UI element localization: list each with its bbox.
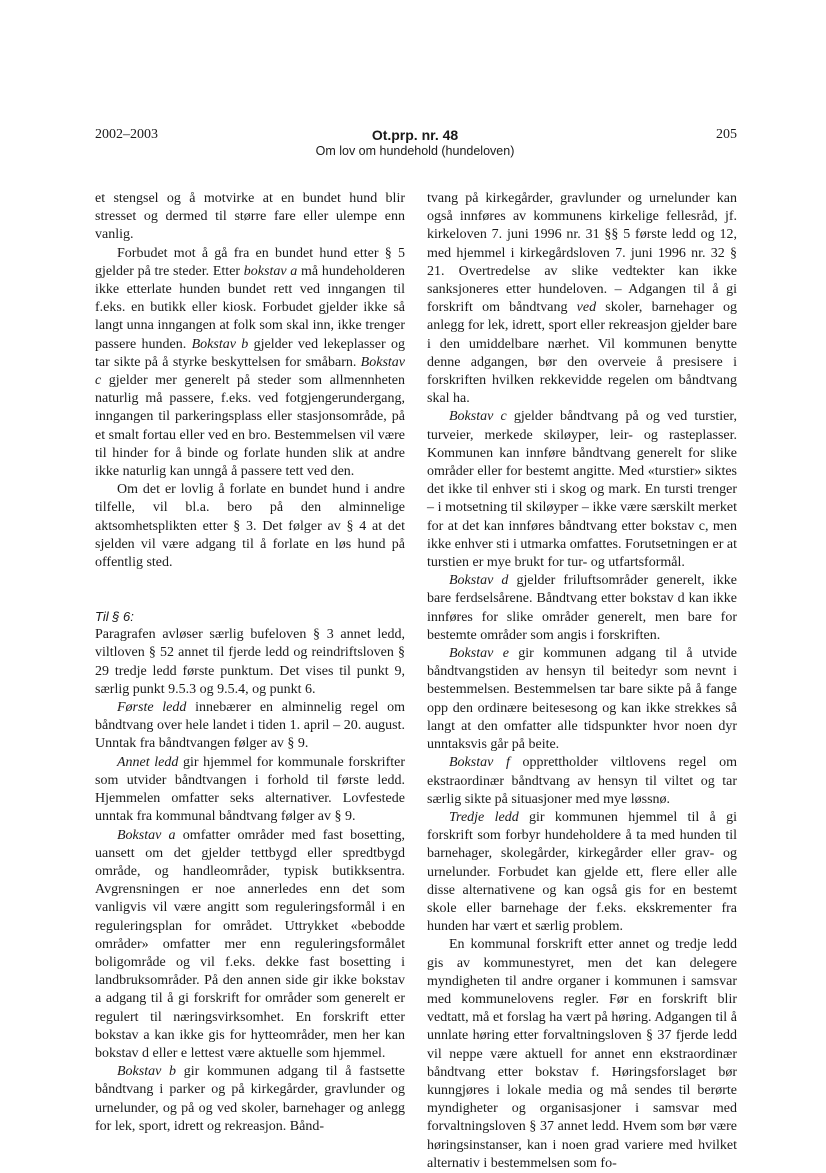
emphasis: Annet ledd [117,754,179,770]
header-year: 2002–2003 [95,127,158,142]
paragraph: Tredje ledd gir kommunen hjemmel til å gi forskrift som forbyr hundeholdere å ta med hunden til barnehager, skolegårder, kirkegårder eller grav- og urnelunder. Forbudet kan gjelde ett, flere eller alle disse alternativene og kan også gis for en bestemt skole eller barnehage der f.eks. ekskrementer fra hunden har vært et særlig problem. [427,809,737,935]
paragraph: Bokstav c gjelder båndtvang på og ved turstier, turveier, merkede skiløyper, leir- og rasteplasser. Kommunen kan innføre båndtvang generelt for slike områder eller for bestemt angitte. Med «turstier» siktes det ikke til enhver sti i skog og mark. En tursti trenger – i motsetning til skiløyper – ikke være særskilt merket for at det kan innføres båndtvang etter bokstav c, men ikke enhver sti i utmarka omfattes. Forutsetningen er at turstien er mye brukt for tur- og utfartsformål. [427,409,737,571]
paragraph: tvang på kirkegårder, gravlunder og urnelunder kan også innføres av kommunens kirkelige fellesråd, jf. kirkeloven 7. juni 1996 nr. 31 §§ 5 første ledd og 12, med hjemmel i kirkegårdsloven 7. juni 1996 nr. 32 § 21. Overtredelse av slike vedtekter kan ikke sanksjoneres etter hundeloven. – Adgangen til å gi forskrift om båndtvang ved skoler, barnehager og anlegg for lek, idrett, sport eller rekreasjon gjelder bare i den umiddelbare nærhet. Vil kommunen benytte denne adgangen, bør den overveie å presisere i forskriften hvilken rekkevidde regelen om båndtvang skal ha. [427,191,737,407]
emphasis: Bokstav b [117,1064,177,1080]
paragraph: Om det er lovlig å forlate en bundet hund i andre tilfelle, vil bl.a. bero på den alminnelige aktsomhetsplikten etter § 3. Det følger av § 4 at det sjelden vil være adgang til å forlate en løs hund på offentlig sted. [95,482,405,571]
emphasis: Bokstav a [117,827,176,843]
section-heading: Til § 6: [95,609,134,625]
paragraph: Bokstav e gir kommunen adgang til å utvide båndtvangstiden av hensyn til beitedyr som nevnt i bestemmelsen. Bestemmelsen tar bare sikte på å fange opp den ordinære beitesesong og kan ikke strekkes så langt at den omfatter alle tidspunkter hvor noen dyr unntaksvis går på beite. [427,646,737,753]
paragraph: Annet ledd gir hjemmel for kommunale forskrifter som utvider båndtvangen i forhold til første ledd. Hjemmelen omfatter seks alternativer. Lovfestede unntak fra kommunal båndtvang følger av § 9. [95,754,405,825]
paragraph: Bokstav b gir kommunen adgang til å fastsette båndtvang i parker og på kirkegårder, gravlunder og urnelunder, og på og ved skoler, barnehager og anlegg for lek, sport, idrett og rekreasjon. Bånd- [95,1064,405,1134]
paragraph: Bokstav f opprettholder viltlovens regel om ekstraordinær båndtvang av hensyn til viltet og tar særlig sikte på situasjoner med mye løssnø. [427,755,737,807]
emphasis: Bokstav d [449,573,509,589]
right-column [427,190,737,1173]
paragraph: Forbudet mot å gå fra en bundet hund etter § 5 gjelder på tre steder. Etter bokstav a må hundeholderen ikke etterlate hunden bundet rett ved inngangen til f.eks. en butikk eller kiosk. Forbudet gjelder ikke så langt unna inngangen at folk som skal inn, ikke trenger passere hunden. Bokstav b gjelder ved lekeplasser og tar sikte på å styrke beskyttelsen for småbarn. Bokstav c gjelder mer generelt på steder som allmennheten naturlig må passere, f.eks. ved fotgjengerundergang, inngangen til parkeringsplass eller stasjonsområde, på et smalt fortau eller ved en bro. Bestemmelsen vil være til hinder for å binde og forlate hunden slik at andre ikke naturlig kan unngå å passere tett ved den. [95,245,406,480]
emphasis: ved [576,300,597,316]
document-subtitle: Om lov om hundehold (hundeloven) [315,144,515,158]
paragraph: Første ledd innebærer en alminnelig regel om båndtvang over hele landet i tiden 1. april – 20. august. Unntak fra båndtvangen følger av § 9. [95,700,405,752]
paragraph: Paragrafen avløser særlig bufeloven § 3 annet ledd, viltloven § 52 annet til fjerde ledd og reindriftsloven § 29 tredje ledd første punktum. Det vises til punkt 9, særlig punkt 9.5.3 og 9.5.4, og punkt 6. [95,627,405,697]
paragraph: En kommunal forskrift etter annet og tredje ledd gis av kommunestyret, men det kan delegere myndigheten til andre organer i kommunen i samsvar med kommunelovens regler. Før en forskrift blir vedtatt, må et forslag ha vært på høring. Adgangen til å unnlate høring etter forvaltningsloven § 37 fjerde ledd vil neppe være aktuell for annet enn ekstraordinær båndtvang etter bokstav f. Høringsforslaget bør kunngjøres i lokale media og må sendes til berørte myndigheter og organisasjoner i samsvar med forvaltningsloven § 37 annet ledd. Hvem som bør være høringsinstanser, kan i noen grad variere med hvilket alternativ i bestemmelsen som fo- [427,937,737,1171]
emphasis: Tredje ledd [449,809,519,825]
emphasis: Første ledd [117,700,187,716]
paragraph: Bokstav d gjelder friluftsområder generelt, ikke bare ferdselsårene. Båndtvang etter bokstav d kan ikke innføres for slike områder generelt, men bare for bestemte områder som angis i forskriften. [427,573,737,643]
paragraph: et stengsel og å motvirke at en bundet hund blir stresset og dermed til større fare eller ulempe enn vanlig. [95,191,405,243]
left-column [95,190,405,1136]
emphasis: Bokstav c [449,409,507,425]
emphasis: Bokstav b [191,336,249,352]
emphasis: Bokstav e [449,646,509,662]
paragraph: Bokstav a omfatter områder med fast bosetting, uansett om det gjelder tettbygd eller spredtbygd område, og handleområder, typisk butikksentra. Avgrensningen er noe annerledes enn det som vanligvis vil være angitt som reguleringsformål i en reguleringsplan for området. Uttrykket «bebodde områder» omfatter mer enn reguleringsformålet boligområde og vil f.eks. dekke fast bosetting i landbruksområder. På den annen side gir ikke bokstav a adgang til å gi forskrift for områder som generelt er regulert til næringsvirksomhet. En forskrift etter bokstav a kan ikke gis for hytteområder, men her kan bokstav d eller e lettest være aktuelle som hjemmel. [95,827,405,1061]
emphasis: Bokstav c [95,354,405,389]
emphasis: Bokstav f [449,755,510,771]
document-title: Ot.prp. nr. 48 [371,127,459,143]
running-header [260,127,570,159]
emphasis: bokstav a [243,263,298,279]
page-number: 205 [716,127,737,142]
